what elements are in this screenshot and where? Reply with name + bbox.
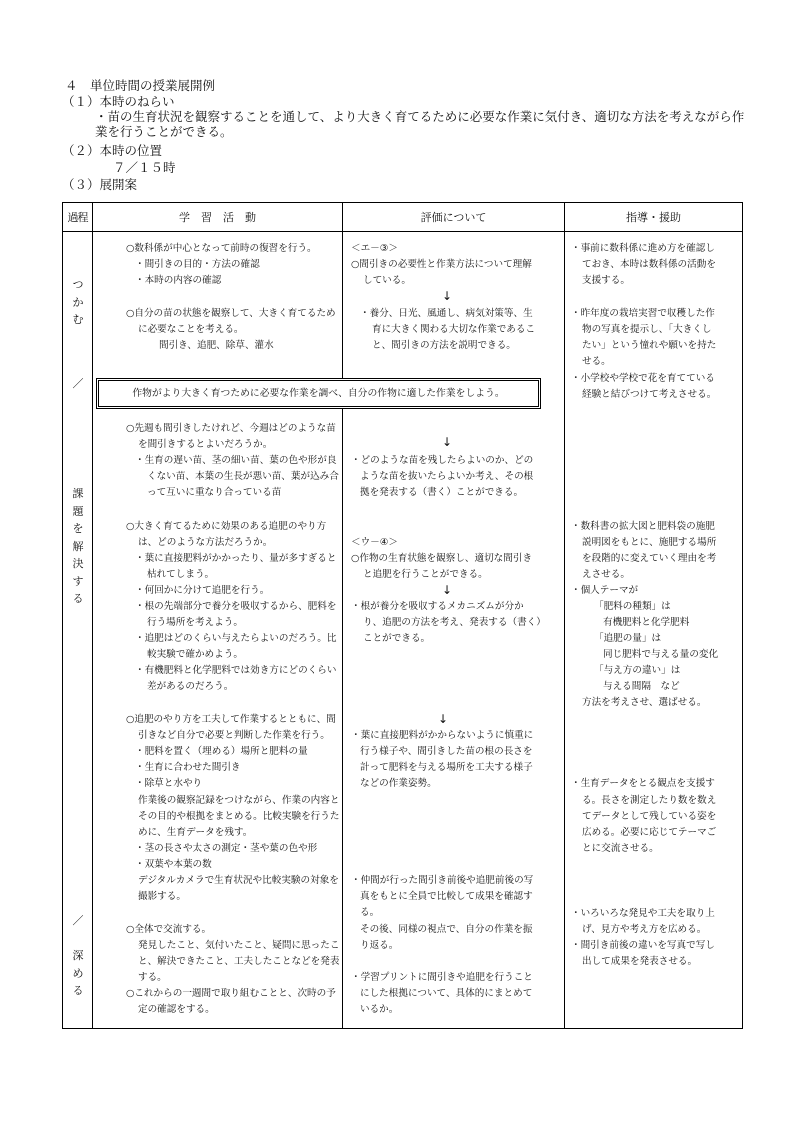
activity-line: 撮影する。 [138, 891, 186, 902]
guidance-line: を段階的に変えていく理由を考 [582, 553, 717, 564]
evaluation-line: と、間引きの方法を説明できる。 [372, 340, 516, 351]
evaluation-line: り、追肥の方法を考え、発表する（書く） [363, 617, 546, 628]
header-activity: 学 習 活 動 [93, 203, 343, 232]
evaluation-line: ことができる。 [363, 633, 431, 644]
evaluation-line: にした根拠について、具体的にまとめて [360, 988, 533, 999]
lesson-plan-table [62, 202, 743, 1029]
header-evaluation: 評価について [343, 203, 565, 232]
evaluation-line: る。 [360, 907, 380, 918]
lesson-goal-box: 作物がより大きく育つために必要な作業を調べ、自分の作物に適した作業をしよう。 [96, 378, 541, 409]
activity-line: ・根の先端部分で養分を吸収するから、肥料を [135, 601, 337, 612]
guidance-line: とに交流させる。 [582, 843, 659, 854]
evaluation-line: ＜エ－③＞ [351, 243, 398, 254]
aim-text: ・苗の生育状況を観察することを通して、より大きく育てるために必要な作業に気付き、適切な方法を考えながら作業を行うことができる。 [95, 109, 745, 139]
guidance-line: 支援する。 [582, 275, 630, 286]
position-label: （２）本時の位置 [62, 143, 163, 158]
activity-line: ○全体で交流する。 [126, 924, 212, 935]
header-guidance: 指導・援助 [565, 203, 743, 232]
evaluation-line: などの作業姿勢。 [360, 778, 437, 789]
activity-line: 引きなど自分で必要と判断した作業を行う。 [138, 730, 330, 741]
guidance-line: 「肥料の種類」は [594, 601, 671, 612]
activity-line: を間引きするとよいだろうか。 [138, 439, 273, 450]
guidance-line: てデータとして残している姿を [582, 811, 717, 822]
activity-line: 行う場所を考えよう。 [147, 617, 243, 628]
guidance-line: ・個人テーマが [571, 585, 639, 596]
activity-line: めに、生育データを残す。 [138, 827, 253, 838]
guidance-line: 方法を考えさせ、選ばせる。 [582, 697, 707, 708]
guidance-line: ・数科書の拡大図と肥料袋の施肥 [571, 521, 715, 532]
guidance-line: ・事前に数科係に進め方を確認し [571, 243, 715, 254]
stage-column [63, 232, 93, 1029]
activity-line: ・茎の長さや太さの測定・茎や葉の色や形 [135, 843, 318, 854]
guidance-line: ・昨年度の栽培実習で収穫した作 [571, 308, 715, 319]
activity-line: ・生育の遅い苗、茎の細い苗、葉の色や形が良 [135, 455, 337, 466]
evaluation-line: ・養分、日光、風通し、病気対策等、生 [360, 308, 533, 319]
activity-line: 定の確認をする。 [138, 1004, 215, 1015]
evaluation-line: 育に大きく関わる大切な作業であるこ [372, 324, 536, 335]
guidance-line: 「追肥の量」は [594, 633, 662, 644]
guidance-line: ・小学校や学校で花を育てている [571, 373, 715, 384]
guidance-line: せる。 [582, 356, 611, 367]
activity-line: ○大きく育てるために効果のある追肥のやり方 [126, 521, 327, 532]
activity-line: に必要なことを考える。 [138, 324, 244, 335]
evaluation-line: と追肥を行うことができる。 [363, 569, 488, 580]
evaluation-line: 拠を発表する（書く）ことができる。 [360, 487, 524, 498]
activity-line: 枯れてしまう。 [147, 569, 215, 580]
activity-line: と、解決できたこと、工夫したことなどを発表 [138, 956, 340, 967]
header-stage: 過程 [63, 203, 93, 232]
activity-line: ・肥料を置く（埋める）場所と肥料の量 [135, 746, 308, 757]
evaluation-line: ＜ウ－④＞ [351, 537, 398, 548]
guidance-line: ・いろいろな発見や工夫を取り上 [571, 908, 715, 919]
activity-line: ○自分の苗の状態を観察して、大きく育てるため [126, 308, 336, 319]
activity-line: デジタルカメラで生育状況や比較実験の対象を [138, 875, 339, 886]
activity-line: ○数科係が中心となって前時の復習を行う。 [126, 243, 317, 254]
activity-line: ・間引きの目的・方法の確認 [135, 259, 260, 270]
guidance-column [565, 232, 743, 1029]
activity-line: ・何回かに分けて追肥を行う。 [135, 585, 270, 596]
guidance-line: 広める。必要に応じてテーマご [582, 827, 717, 838]
stage-kadai: 課 題 を 解 決 す る [72, 487, 84, 605]
stage-divider-2: ／ [72, 914, 84, 927]
down-arrow-icon: ↓ [438, 712, 449, 726]
activity-line: ・葉に直接肥料がかかったり、量が多すぎると [135, 553, 337, 564]
evaluation-line: ・根が養分を吸収するメカニズムが分か [351, 601, 524, 612]
evaluation-line: り返る。 [360, 940, 399, 951]
section-heading: ４ 単位時間の授業展開例 [65, 78, 216, 93]
activity-line: 差があるのだろう。 [147, 681, 234, 692]
down-arrow-icon: ↓ [442, 435, 453, 449]
activity-line: ○先週も間引きしたけれど、今週はどのような苗 [126, 423, 336, 434]
stage-divider-1: ／ [72, 377, 84, 390]
aim-label: （１）本時のねらい [62, 94, 175, 109]
evaluation-line: 行う様子や、間引きした苗の根の長さを [360, 746, 533, 757]
evaluation-line: している。 [363, 275, 411, 286]
guidance-line: 出して成果を発表させる。 [582, 956, 698, 967]
evaluation-line: ○作物の生育状態を観察し、適切な間引き [351, 553, 533, 564]
activity-line: ・除草と水やり [135, 778, 203, 789]
guidance-line: 有機肥料と化学肥料 [603, 617, 690, 628]
guidance-line: たい」という憧れや願いを持た [582, 340, 717, 351]
activity-line: ○追肥のやり方を工夫して作業するとともに、間 [126, 714, 336, 725]
table-header-row [63, 203, 743, 232]
activity-line: ・生育に合わせた間引き [135, 762, 241, 773]
guidance-line: 物の写真を提示し、「大きくし [582, 324, 712, 335]
evaluation-line: 真をもとに全員で比較して成果を確認す [360, 891, 533, 902]
activity-line: その目的や根拠をまとめる。比較実験を行うた [138, 811, 340, 822]
position-value: ７／１５時 [113, 160, 176, 175]
activity-line: ・本時の内容の確認 [135, 275, 222, 286]
stage-fukameru: 深 め る [72, 949, 84, 997]
guidance-line: 経験と結びつけて考えさせる。 [582, 389, 717, 400]
activity-line: は、どのような方法だろうか。 [138, 537, 273, 548]
guidance-line: ・生育データをとる観点を支援す [571, 778, 715, 789]
evaluation-line: その後、同様の視点で、自分の作業を振 [360, 924, 533, 935]
activity-line: 間引き、追肥、除草、灌水 [159, 340, 274, 351]
guidance-line: えさせる。 [582, 569, 630, 580]
down-arrow-icon: ↓ [442, 289, 453, 303]
evaluation-line: ○間引きの必要性と作業方法について理解 [351, 259, 532, 270]
evaluation-line: ・学習プリントに間引きや追肥を行うこと [351, 972, 533, 983]
activity-line: ・双葉や本葉の数 [135, 859, 212, 870]
guidance-line: ・間引き前後の違いを写真で写し [571, 940, 715, 951]
activity-line: ○これからの一週間で取り組むことと、次時の予 [126, 988, 336, 999]
guidance-line: ておき、本時は数科係の活動を [582, 259, 716, 270]
stage-tsukamu: つ か む [72, 278, 84, 326]
activity-line: 作業後の観察記録をつけながら、作業の内容と [138, 795, 340, 806]
activity-line: ・有機肥料と化学肥料では効き方にどのくらい [135, 665, 337, 676]
guidance-line: げ、見方や考え方を広める。 [582, 924, 707, 935]
activity-line: 較実験で確かめよう。 [147, 649, 243, 660]
activity-line: 発見したこと、気付いたこと、疑問に思ったこ [138, 940, 340, 951]
evaluation-column [343, 232, 565, 1029]
guidance-line: 「与え方の違い」は [594, 665, 681, 676]
evaluation-line: いるか。 [360, 1004, 399, 1015]
activity-line: くない苗、本葉の生長が悪い苗、葉が込み合 [147, 471, 339, 482]
activity-line: ・追肥はどのくらい与えたらよいのだろう。比 [135, 633, 337, 644]
evaluation-line: 計って肥料を与える場所を工夫する様子 [360, 762, 533, 773]
evaluation-line: ・どのような苗を残したらよいのか、どの [351, 455, 534, 466]
evaluation-line: ・葉に直接肥料がかからないように慎重に [351, 730, 534, 741]
evaluation-line: ・仲間が行った間引き前後や追肥前後の写 [351, 875, 534, 886]
plan-label: （３）展開案 [62, 177, 138, 192]
table-body-row [63, 232, 743, 1029]
evaluation-line: ような苗を抜いたらよいか考え、その根 [360, 471, 534, 482]
guidance-line: 同じ肥料で与える量の変化 [603, 649, 719, 660]
activity-line: する。 [138, 972, 167, 983]
guidance-line: る。長さを測定したり数を数え [582, 795, 717, 806]
guidance-line: 説明図をもとに、施肥する場所 [582, 537, 717, 548]
activity-column [93, 232, 343, 1029]
guidance-line: 与える間隔 など [603, 681, 680, 692]
down-arrow-icon: ↓ [442, 583, 453, 597]
activity-line: って互いに重なり合っている苗 [147, 487, 282, 498]
